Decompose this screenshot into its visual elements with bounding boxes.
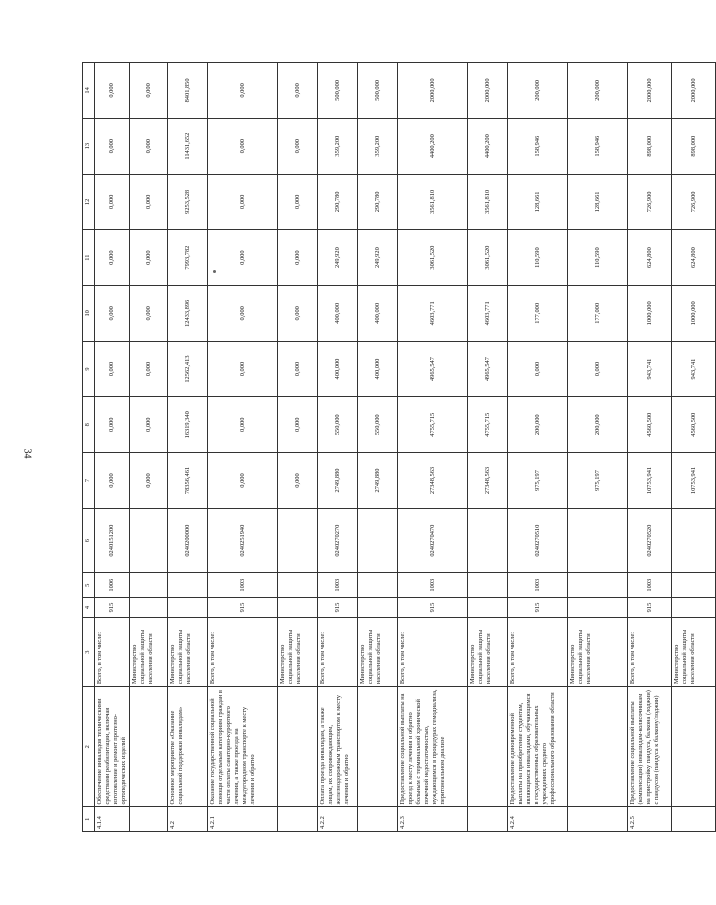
value-cell: 2000,000 bbox=[468, 63, 508, 119]
grbs-cell: 915 bbox=[318, 597, 358, 617]
value-cell: 624,800 bbox=[628, 230, 672, 286]
header-cell: 13 bbox=[83, 118, 95, 174]
grbs-cell bbox=[672, 597, 716, 617]
value-cell: 16319,340 bbox=[168, 397, 208, 453]
funding-source-cell: Всего, в том числе: bbox=[508, 618, 568, 687]
code-cell bbox=[130, 807, 168, 832]
value-cell: 249,920 bbox=[358, 230, 398, 286]
grbs-cell bbox=[568, 597, 628, 617]
value-cell: 0,000 bbox=[130, 174, 168, 230]
table-row bbox=[318, 63, 358, 832]
measure-name-cell bbox=[468, 687, 508, 807]
funding-source-cell: Всего, в том числе: bbox=[318, 618, 358, 687]
value-cell: 0,000 bbox=[278, 230, 318, 286]
value-cell: 249,920 bbox=[318, 230, 358, 286]
table-row bbox=[168, 63, 208, 832]
measure-name-cell bbox=[568, 687, 628, 807]
value-cell: 359,200 bbox=[358, 118, 398, 174]
value-cell: 0,000 bbox=[95, 63, 130, 119]
header-cell: 6 bbox=[83, 508, 95, 573]
table-row bbox=[208, 63, 278, 832]
value-cell: 400,000 bbox=[318, 341, 358, 397]
value-cell: 4965,547 bbox=[398, 341, 468, 397]
value-cell: 3061,520 bbox=[398, 230, 468, 286]
value-cell: 898,000 bbox=[672, 118, 716, 174]
code-cell bbox=[468, 807, 508, 832]
value-cell: 2749,880 bbox=[318, 453, 358, 509]
value-cell: 0,000 bbox=[208, 341, 278, 397]
value-cell: 177,000 bbox=[568, 285, 628, 341]
measure-name-cell bbox=[358, 687, 398, 807]
code-cell: 4.2.2 bbox=[318, 807, 358, 832]
header-cell: 1 bbox=[83, 807, 95, 832]
code-cell: 4.2.3 bbox=[398, 807, 468, 832]
funding-source-cell: Всего, в том числе: bbox=[398, 618, 468, 687]
value-cell: 0,000 bbox=[130, 341, 168, 397]
target-article-cell bbox=[278, 508, 318, 573]
value-cell: 0,000 bbox=[208, 174, 278, 230]
grbs-cell bbox=[130, 597, 168, 617]
target-article-cell: 0240270270 bbox=[318, 508, 358, 573]
value-cell: 975,197 bbox=[508, 453, 568, 509]
value-cell: 27348,563 bbox=[398, 453, 468, 509]
value-cell: 2000,000 bbox=[398, 63, 468, 119]
value-cell: 290,780 bbox=[318, 174, 358, 230]
header-cell: 10 bbox=[83, 285, 95, 341]
header-cell: 12 bbox=[83, 174, 95, 230]
table-row bbox=[672, 63, 716, 832]
measure-name-cell: Предоставление социальной выплаты на проезд к месту лечения и обратно больным с терминальной хронической почечной недостаточностью, нуждающимся в процедурах гемодиализа, перитонеальном диализе bbox=[398, 687, 468, 807]
target-article-cell bbox=[468, 508, 508, 573]
grbs-cell bbox=[358, 597, 398, 617]
value-cell: 7993,782 bbox=[168, 230, 208, 286]
value-cell: 0,000 bbox=[95, 453, 130, 509]
measure-name-cell bbox=[278, 687, 318, 807]
value-cell: 200,000 bbox=[568, 397, 628, 453]
value-cell: 726,900 bbox=[672, 174, 716, 230]
value-cell: 0,000 bbox=[208, 285, 278, 341]
code-cell bbox=[672, 807, 716, 832]
value-cell: 624,800 bbox=[672, 230, 716, 286]
value-cell: 2000,000 bbox=[672, 63, 716, 119]
header-cell: 5 bbox=[83, 573, 95, 598]
value-cell: 500,000 bbox=[318, 63, 358, 119]
value-cell: 8401,850 bbox=[168, 63, 208, 119]
value-cell: 0,000 bbox=[278, 118, 318, 174]
value-cell: 0,000 bbox=[208, 397, 278, 453]
value-cell: 0,000 bbox=[130, 397, 168, 453]
table-row bbox=[568, 63, 628, 832]
grbs-cell bbox=[468, 597, 508, 617]
value-cell: 359,200 bbox=[318, 118, 358, 174]
target-article-cell: 0240270510 bbox=[508, 508, 568, 573]
value-cell: 1000,000 bbox=[672, 285, 716, 341]
value-cell: 290,780 bbox=[358, 174, 398, 230]
code-cell: 4.2.1 bbox=[208, 807, 278, 832]
grbs-cell bbox=[168, 597, 208, 617]
value-cell: 4965,547 bbox=[468, 341, 508, 397]
value-cell: 3561,810 bbox=[398, 174, 468, 230]
code-cell bbox=[278, 807, 318, 832]
header-cell: 11 bbox=[83, 230, 95, 286]
value-cell: 0,000 bbox=[95, 341, 130, 397]
value-cell: 4755,715 bbox=[468, 397, 508, 453]
value-cell: 0,000 bbox=[130, 285, 168, 341]
code-cell: 4.2 bbox=[168, 807, 208, 832]
table-row bbox=[278, 63, 318, 832]
value-cell: 4603,771 bbox=[468, 285, 508, 341]
value-cell: 200,000 bbox=[508, 63, 568, 119]
code-cell bbox=[568, 807, 628, 832]
value-cell: 158,946 bbox=[568, 118, 628, 174]
value-cell: 0,000 bbox=[278, 285, 318, 341]
target-article-cell: 0240251940 bbox=[208, 508, 278, 573]
value-cell: 12433,896 bbox=[168, 285, 208, 341]
funding-source-cell: Всего, в том числе: bbox=[95, 618, 130, 687]
table-row bbox=[130, 63, 168, 832]
funding-source-cell: Министерство социальной защиты населения области bbox=[168, 618, 208, 687]
table-row bbox=[468, 63, 508, 832]
section-cell: 1003 bbox=[628, 573, 672, 598]
header-cell: 7 bbox=[83, 453, 95, 509]
value-cell: 550,000 bbox=[318, 397, 358, 453]
funding-source-cell: Министерство социальной защиты населения области bbox=[468, 618, 508, 687]
value-cell: 9253,528 bbox=[168, 174, 208, 230]
measure-name-cell: Оплата проезда инвалидам, а также лицам, их сопровождающим, железнодорожным транспортом к месту лечения и обратно bbox=[318, 687, 358, 807]
target-article-cell bbox=[672, 508, 716, 573]
funding-source-cell: Министерство социальной защиты населения области bbox=[278, 618, 318, 687]
value-cell: 4400,200 bbox=[468, 118, 508, 174]
section-cell: 1003 bbox=[508, 573, 568, 598]
value-cell: 158,946 bbox=[508, 118, 568, 174]
table-row bbox=[628, 63, 672, 832]
measure-name-cell: Предоставление социальной выплаты (компенсации) инвалидам-колясочникам на пристройку пандуса, балкона (лоджии) с пандусом (пандуса к балкону/лоджии) bbox=[628, 687, 672, 807]
funding-source-cell: Министерство социальной защиты населения области bbox=[130, 618, 168, 687]
measure-name-cell: Предоставление единовременной выплаты на приобретение студентам, являющимся инвалидами, обучающимся в государственных образовательных учреждениях среднего профессионального образования области bbox=[508, 687, 568, 807]
value-cell: 500,000 bbox=[358, 63, 398, 119]
section-cell: 1003 bbox=[318, 573, 358, 598]
table-body bbox=[95, 63, 716, 832]
code-cell: 4.2.5 bbox=[628, 807, 672, 832]
measure-name-cell: Обеспечение инвалидов техническими средствами реабилитации, включая изготовление и ремонт протезно-ортопедических изделий bbox=[95, 687, 130, 807]
section-cell bbox=[130, 573, 168, 598]
value-cell: 4560,500 bbox=[628, 397, 672, 453]
section-cell bbox=[568, 573, 628, 598]
section-cell bbox=[168, 573, 208, 598]
funding-source-cell: Министерство социальной защиты населения области bbox=[568, 618, 628, 687]
target-article-cell bbox=[568, 508, 628, 573]
measure-name-cell: Оказание государственной социальной помощи отдельным категориям граждан в части оплаты санаторно-курортного лечения, а также проезда на междугородном транспорте к месту лечения и обратно bbox=[208, 687, 278, 807]
value-cell: 0,000 bbox=[278, 453, 318, 509]
header-cell: 3 bbox=[83, 618, 95, 687]
value-cell: 110,590 bbox=[568, 230, 628, 286]
value-cell: 0,000 bbox=[278, 397, 318, 453]
measure-name-cell bbox=[130, 687, 168, 807]
funding-source-cell: Всего, в том числе: bbox=[208, 618, 278, 687]
target-article-cell: 0240200000 bbox=[168, 508, 208, 573]
scan-artifact-dot bbox=[213, 270, 216, 273]
table-row bbox=[508, 63, 568, 832]
grbs-cell: 915 bbox=[398, 597, 468, 617]
value-cell: 0,000 bbox=[95, 174, 130, 230]
section-cell bbox=[278, 573, 318, 598]
value-cell: 128,661 bbox=[508, 174, 568, 230]
section-cell: 1006 bbox=[95, 573, 130, 598]
value-cell: 0,000 bbox=[130, 63, 168, 119]
value-cell: 11431,652 bbox=[168, 118, 208, 174]
grbs-cell: 915 bbox=[95, 597, 130, 617]
target-article-cell: 0240270520 bbox=[628, 508, 672, 573]
code-cell bbox=[358, 807, 398, 832]
code-cell: 4.1.4 bbox=[95, 807, 130, 832]
value-cell: 943,741 bbox=[672, 341, 716, 397]
value-cell: 943,741 bbox=[628, 341, 672, 397]
value-cell: 200,000 bbox=[508, 397, 568, 453]
value-cell: 0,000 bbox=[208, 118, 278, 174]
funding-source-cell: Министерство социальной защиты населения области bbox=[672, 618, 716, 687]
value-cell: 0,000 bbox=[95, 230, 130, 286]
header-row bbox=[83, 63, 95, 832]
value-cell: 400,000 bbox=[358, 341, 398, 397]
value-cell: 200,000 bbox=[568, 63, 628, 119]
value-cell: 0,000 bbox=[508, 341, 568, 397]
value-cell: 12562,413 bbox=[168, 341, 208, 397]
budget-table bbox=[82, 62, 716, 832]
target-article-cell: 0240151200 bbox=[95, 508, 130, 573]
header-cell: 14 bbox=[83, 63, 95, 119]
table-row bbox=[398, 63, 468, 832]
value-cell: 0,000 bbox=[278, 63, 318, 119]
value-cell: 3061,520 bbox=[468, 230, 508, 286]
value-cell: 0,000 bbox=[130, 230, 168, 286]
section-cell bbox=[358, 573, 398, 598]
target-article-cell bbox=[358, 508, 398, 573]
measure-name-cell: Основное мероприятие «Оказание социальной поддержки инвалидам» bbox=[168, 687, 208, 807]
section-cell: 1003 bbox=[398, 573, 468, 598]
grbs-cell bbox=[278, 597, 318, 617]
value-cell: 898,000 bbox=[628, 118, 672, 174]
value-cell: 400,000 bbox=[358, 285, 398, 341]
section-cell bbox=[672, 573, 716, 598]
value-cell: 975,197 bbox=[568, 453, 628, 509]
header-cell: 8 bbox=[83, 397, 95, 453]
value-cell: 0,000 bbox=[95, 397, 130, 453]
value-cell: 3561,810 bbox=[468, 174, 508, 230]
value-cell: 550,000 bbox=[358, 397, 398, 453]
value-cell: 0,000 bbox=[95, 285, 130, 341]
grbs-cell: 915 bbox=[628, 597, 672, 617]
value-cell: 0,000 bbox=[130, 453, 168, 509]
section-cell: 1003 bbox=[208, 573, 278, 598]
value-cell: 4560,500 bbox=[672, 397, 716, 453]
funding-source-cell: Министерство социальной защиты населения области bbox=[358, 618, 398, 687]
header-cell: 2 bbox=[83, 687, 95, 807]
value-cell: 27348,563 bbox=[468, 453, 508, 509]
value-cell: 4755,715 bbox=[398, 397, 468, 453]
header-cell: 4 bbox=[83, 597, 95, 617]
value-cell: 400,000 bbox=[318, 285, 358, 341]
target-article-cell bbox=[130, 508, 168, 573]
value-cell: 0,000 bbox=[130, 118, 168, 174]
section-cell bbox=[468, 573, 508, 598]
value-cell: 2749,880 bbox=[358, 453, 398, 509]
value-cell: 10753,941 bbox=[628, 453, 672, 509]
value-cell: 0,000 bbox=[278, 341, 318, 397]
page-number: 34 bbox=[21, 448, 33, 459]
value-cell: 4603,771 bbox=[398, 285, 468, 341]
value-cell: 78356,461 bbox=[168, 453, 208, 509]
value-cell: 0,000 bbox=[208, 230, 278, 286]
value-cell: 110,590 bbox=[508, 230, 568, 286]
header-cell: 9 bbox=[83, 341, 95, 397]
value-cell: 1000,000 bbox=[628, 285, 672, 341]
measure-name-cell bbox=[672, 687, 716, 807]
value-cell: 4400,200 bbox=[398, 118, 468, 174]
value-cell: 2000,000 bbox=[628, 63, 672, 119]
value-cell: 10753,941 bbox=[672, 453, 716, 509]
value-cell: 0,000 bbox=[95, 118, 130, 174]
value-cell: 177,000 bbox=[508, 285, 568, 341]
value-cell: 0,000 bbox=[568, 341, 628, 397]
grbs-cell: 915 bbox=[508, 597, 568, 617]
target-article-cell: 0240270470 bbox=[398, 508, 468, 573]
value-cell: 128,661 bbox=[568, 174, 628, 230]
grbs-cell: 915 bbox=[208, 597, 278, 617]
table-row bbox=[95, 63, 130, 832]
table-row bbox=[358, 63, 398, 832]
rotated-table-container bbox=[82, 62, 697, 832]
value-cell: 0,000 bbox=[208, 63, 278, 119]
funding-source-cell: Всего, в том числе: bbox=[628, 618, 672, 687]
value-cell: 726,900 bbox=[628, 174, 672, 230]
code-cell: 4.2.4 bbox=[508, 807, 568, 832]
value-cell: 0,000 bbox=[208, 453, 278, 509]
value-cell: 0,000 bbox=[278, 174, 318, 230]
